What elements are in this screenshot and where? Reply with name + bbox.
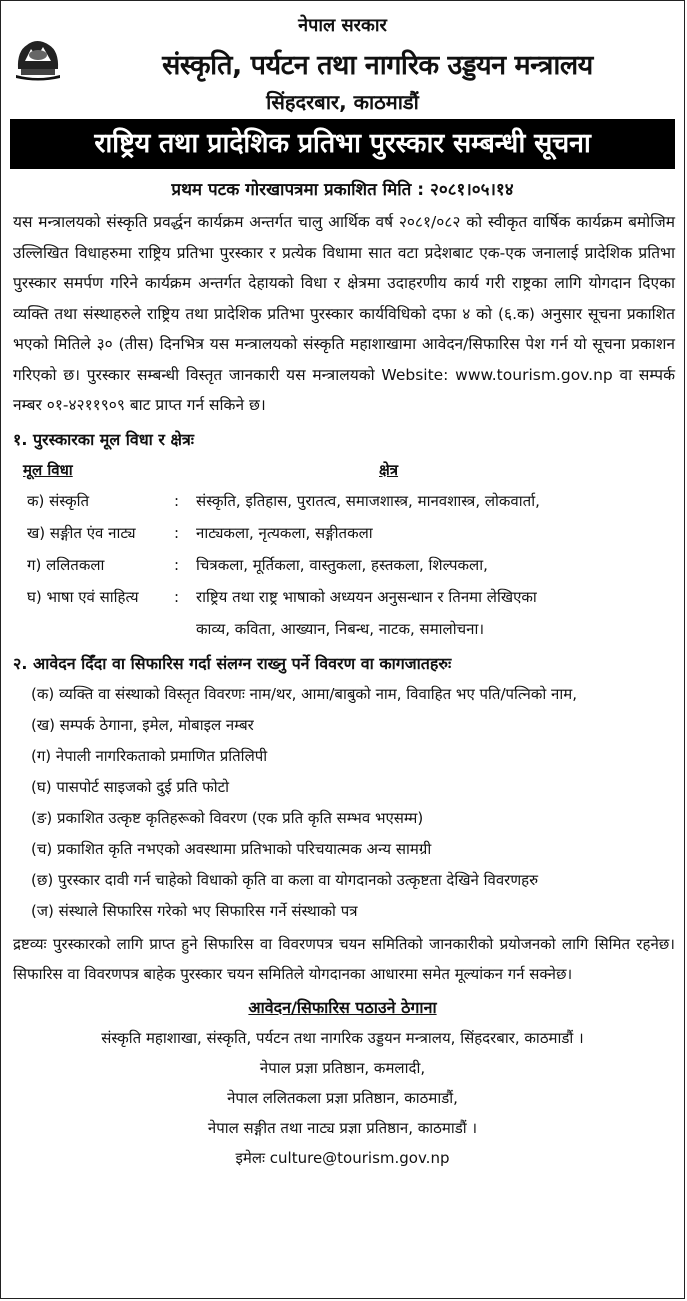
documents-list bbox=[31, 679, 684, 927]
contact-email: इमेलः culture@tourism.gov.np bbox=[235, 1148, 450, 1167]
intro-paragraph: यस मन्त्रालयको संस्कृति प्रवर्द्धन कार्यक्रम अन्तर्गत चालु आर्थिक वर्ष २०८१/०८२ को स्वीकृत वार्षिक कार्यक्रम बमोजिम उल्लिखित विधाहरुमा राष्ट्रिय प्रतिभा पुरस्कार र प्रत्येक विधामा सात वटा प्रदेशबाट एक-एक जनालाई प्रादेशिक प्रतिभा पुरस्कार समर्पण गरिने कार्यक्रम अन्तर्गत देहायको विधा र क्षेत्रमा उदाहरणीय कार्य गरी राष्ट्रका लागि योगदान दिएका व्यक्ति तथा संस्थाहरुले राष्ट्रिय तथा प्रादेशिक प्रतिभा पुरस्कार कार्यविधिको दफा ४ को (६.क) अनुसार सूचना प्रकाशित भएको मितिले ३० (तीस) दिनभित्र यस मन्त्रालयको संस्कृति महाशाखामा आवेदन/सिफारिस पेश गर्न यो सूचना प्रकाशन गरिएको छ। पुरस्कार सम्बन्धी विस्तृत जानकारी यस मन्त्रालयको Website: www.tourism.gov.np वा सम्पर्क नम्बर ०१-४२११९०९ बाट प्राप्त गर्न सकिने छ। bbox=[13, 213, 675, 414]
genre-field-table bbox=[19, 455, 684, 645]
list-item: (घ) पासपोर्ट साइजको दुई प्रति फोटो bbox=[31, 777, 230, 796]
address-line: नेपाल सङ्गीत तथा नाट्य प्रज्ञा प्रतिष्ठान, काठमाडौं । bbox=[207, 1118, 478, 1137]
header bbox=[1, 1, 684, 119]
list-item: (क) व्यक्ति वा संस्थाको विस्तृत विवरणः नाम/थर, आमा/बाबुको नाम, विवाहित भए पति/पत्निको नाम, bbox=[31, 684, 577, 703]
publication-date: प्रथम पटक गोरखापत्रमा प्रकाशित मिति : २०८१।०५।१४ bbox=[171, 180, 514, 200]
ministry-name: संस्कृति, पर्यटन तथा नागरिक उड्डयन मन्त्रालय bbox=[162, 50, 593, 81]
genre-label: क) संस्कृति bbox=[27, 491, 90, 510]
table-header bbox=[19, 455, 684, 485]
genre-label: ख) सङ्गीत एंव नाट्य bbox=[27, 523, 136, 542]
address-line: नेपाल ललितकला प्रज्ञा प्रतिष्ठान, काठमाडौं, bbox=[227, 1088, 458, 1107]
address-line: संस्कृति महाशाखा, संस्कृति, पर्यटन तथा नागरिक उड्डयन मन्त्रालय, सिंहदरबार, काठमाडौं । bbox=[101, 1028, 584, 1047]
field-list: चित्रकला, मूर्तिकला, वास्तुकला, हस्तकला, शिल्पकला, bbox=[196, 555, 488, 574]
genre-label: ग) ललितकला bbox=[27, 555, 105, 574]
separator: : bbox=[174, 523, 180, 542]
list-item: (छ) पुरस्कार दावी गर्न चाहेको विधाको कृति वा कला वा योगदानको उत्कृष्टता देखिने विवरणहरु bbox=[31, 870, 539, 889]
list-item: (ज) संस्थाले सिफारिस गरेको भए सिफारिस गर्ने संस्थाको पत्र bbox=[31, 901, 358, 920]
field-list: संस्कृति, इतिहास, पुरातत्व, समाजशास्त्र, मानवशास्त्र, लोकवार्ता, bbox=[196, 491, 540, 510]
ministry-address: सिंहदरबार, काठमाडौं bbox=[266, 90, 419, 114]
address-heading: आवेदन/सिफारिस पठाउने ठेगाना bbox=[248, 997, 437, 1017]
list-item: (ग) नेपाली नागरिकताको प्रमाणित प्रतिलिपी bbox=[31, 746, 268, 765]
government-title: नेपाल सरकार bbox=[298, 15, 387, 36]
section2-heading: २. आवेदन दिँदा वा सिफारिस गर्दा संलग्न राख्नु पर्ने विवरण वा कागजातहरुः bbox=[13, 653, 452, 673]
field-list: नाट्यकला, नृत्यकला, सङ्गीतकला bbox=[196, 523, 373, 542]
column-genre: मूल विधा bbox=[23, 460, 73, 479]
separator: : bbox=[174, 587, 180, 606]
field-list: राष्ट्रिय तथा राष्ट्र भाषाको अध्ययन अनुसन्धान र तिनमा लेखिएका bbox=[196, 587, 537, 606]
address-line: नेपाल प्रज्ञा प्रतिष्ठान, कमलादी, bbox=[259, 1058, 426, 1077]
column-field: क्षेत्र bbox=[379, 460, 399, 479]
note-paragraph: द्रष्टव्यः पुरस्कारको लागि प्राप्त हुने सिफारिस वा विवरणपत्र चयन समितिको जानकारीको प्रयोजनको लागि सिमित रहनेछ। सिफारिस वा विवरणपत्र बाहेक पुरस्कार चयन समितिले योगदानका आधारमा समेत मूल्यांकन गर्न सक्नेछ। bbox=[13, 934, 675, 983]
nepal-emblem-icon bbox=[13, 31, 63, 81]
list-item: (ङ) प्रकाशित उत्कृष्ट कृतिहरूको विवरण (एक प्रति कृति सम्भव भएसम्म) bbox=[31, 808, 424, 827]
genre-label: घ) भाषा एवं साहित्य bbox=[27, 587, 139, 606]
list-item: (ख) सम्पर्क ठेगाना, इमेल, मोबाइल नम्बर bbox=[31, 715, 254, 734]
table-row bbox=[19, 581, 684, 613]
separator: : bbox=[174, 491, 180, 510]
table-row-continuation bbox=[19, 613, 684, 645]
table-row bbox=[19, 517, 684, 549]
notice-title-banner: राष्ट्रिय तथा प्रादेशिक प्रतिभा पुरस्कार सम्बन्धी सूचना bbox=[10, 119, 675, 169]
list-item: (च) प्रकाशित कृति नभएको अवस्थामा प्रतिभाको परिचयात्मक अन्य सामग्री bbox=[31, 839, 432, 858]
section1-heading: १. पुरस्कारका मूल विधा र क्षेत्रः bbox=[13, 429, 195, 449]
field-list: काव्य, कविता, आख्यान, निबन्ध, नाटक, समालोचना। bbox=[196, 619, 485, 638]
separator: : bbox=[174, 555, 180, 574]
table-row bbox=[19, 549, 684, 581]
table-row bbox=[19, 485, 684, 517]
